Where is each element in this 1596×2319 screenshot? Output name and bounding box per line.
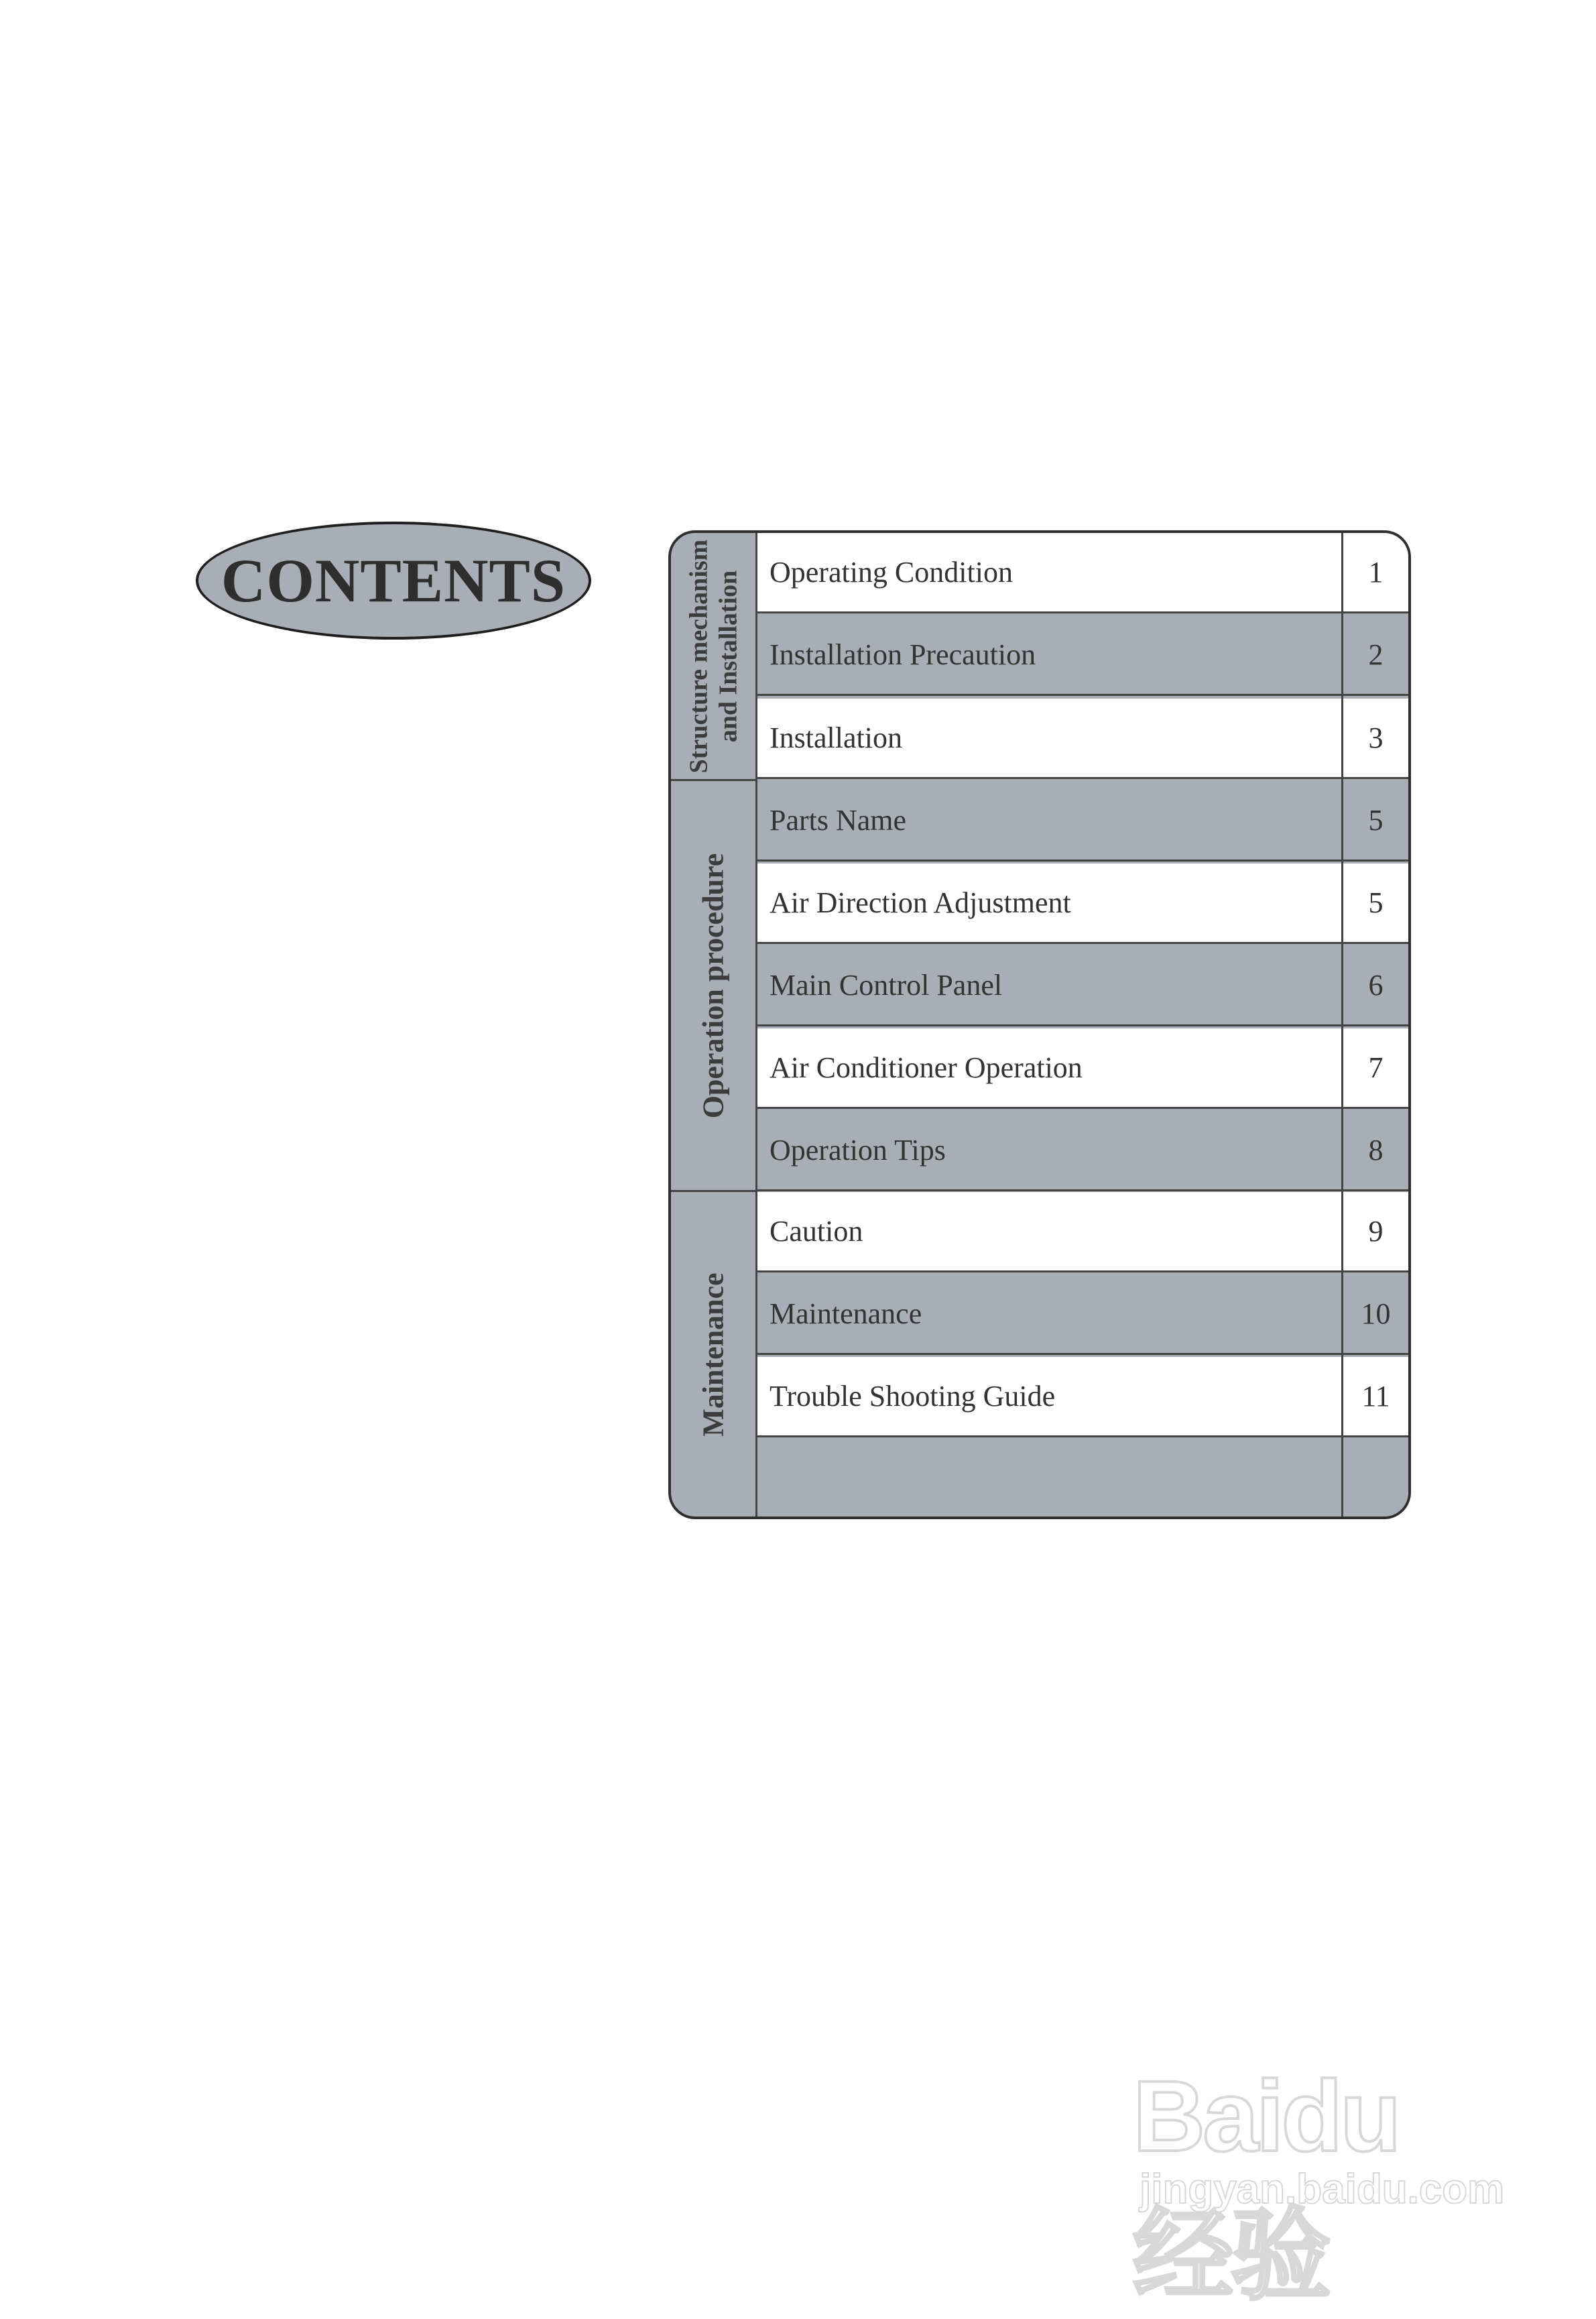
page-title: CONTENTS bbox=[221, 546, 566, 615]
table-of-contents bbox=[668, 530, 1411, 1519]
contents-badge bbox=[196, 522, 591, 640]
entry-page: 1 bbox=[1368, 556, 1384, 589]
toc-row-empty bbox=[757, 1439, 1408, 1519]
toc-row[interactable] bbox=[757, 1028, 1408, 1109]
toc-row[interactable] bbox=[757, 1192, 1408, 1272]
entry-page: 8 bbox=[1368, 1134, 1384, 1167]
entry-title: Maintenance bbox=[770, 1297, 922, 1330]
entry-page: 3 bbox=[1368, 721, 1384, 754]
toc-row[interactable] bbox=[757, 533, 1408, 613]
section-label: Structure mechanism and Installation bbox=[684, 539, 742, 773]
entry-title: Caution bbox=[770, 1215, 863, 1248]
entry-title: Parts Name bbox=[770, 804, 907, 837]
entry-title: Operating Condition bbox=[770, 556, 1013, 589]
entry-page: 2 bbox=[1368, 638, 1384, 671]
toc-row[interactable] bbox=[757, 1111, 1408, 1191]
section-operation-procedure bbox=[671, 781, 755, 1192]
column-divider bbox=[1341, 533, 1343, 1517]
toc-row[interactable] bbox=[757, 781, 1408, 861]
entry-title: Main Control Panel bbox=[770, 969, 1003, 1002]
entry-title: Air Conditioner Operation bbox=[770, 1051, 1083, 1084]
watermark bbox=[1133, 2018, 1515, 2312]
entry-title: Trouble Shooting Guide bbox=[770, 1380, 1056, 1413]
section-maintenance bbox=[671, 1192, 755, 1519]
entry-title: Operation Tips bbox=[770, 1134, 946, 1167]
toc-row[interactable] bbox=[757, 1357, 1408, 1437]
entry-title: Installation Precaution bbox=[770, 638, 1036, 671]
section-label: Operation procedure bbox=[696, 853, 730, 1118]
column-divider bbox=[755, 533, 757, 1517]
entry-title: Installation bbox=[770, 721, 902, 754]
toc-row[interactable] bbox=[757, 946, 1408, 1026]
toc-row[interactable] bbox=[757, 1274, 1408, 1355]
toc-row[interactable] bbox=[757, 699, 1408, 779]
entry-page: 6 bbox=[1368, 969, 1384, 1002]
entry-page: 5 bbox=[1368, 886, 1384, 919]
entry-title: Air Direction Adjustment bbox=[770, 886, 1071, 919]
section-label: Maintenance bbox=[696, 1272, 730, 1437]
watermark-url: jingyan.baidu.com bbox=[1140, 2166, 1505, 2212]
entry-page: 7 bbox=[1368, 1051, 1384, 1084]
toc-row[interactable] bbox=[757, 615, 1408, 696]
entry-page: 10 bbox=[1361, 1297, 1391, 1330]
section-structure-installation bbox=[671, 533, 755, 781]
toc-row[interactable] bbox=[757, 864, 1408, 944]
entry-page: 9 bbox=[1368, 1215, 1384, 1248]
entry-page: 5 bbox=[1368, 804, 1384, 837]
baidu-logo-icon: Baidu 经验 bbox=[1133, 2060, 1399, 2312]
entry-page: 11 bbox=[1361, 1380, 1390, 1413]
